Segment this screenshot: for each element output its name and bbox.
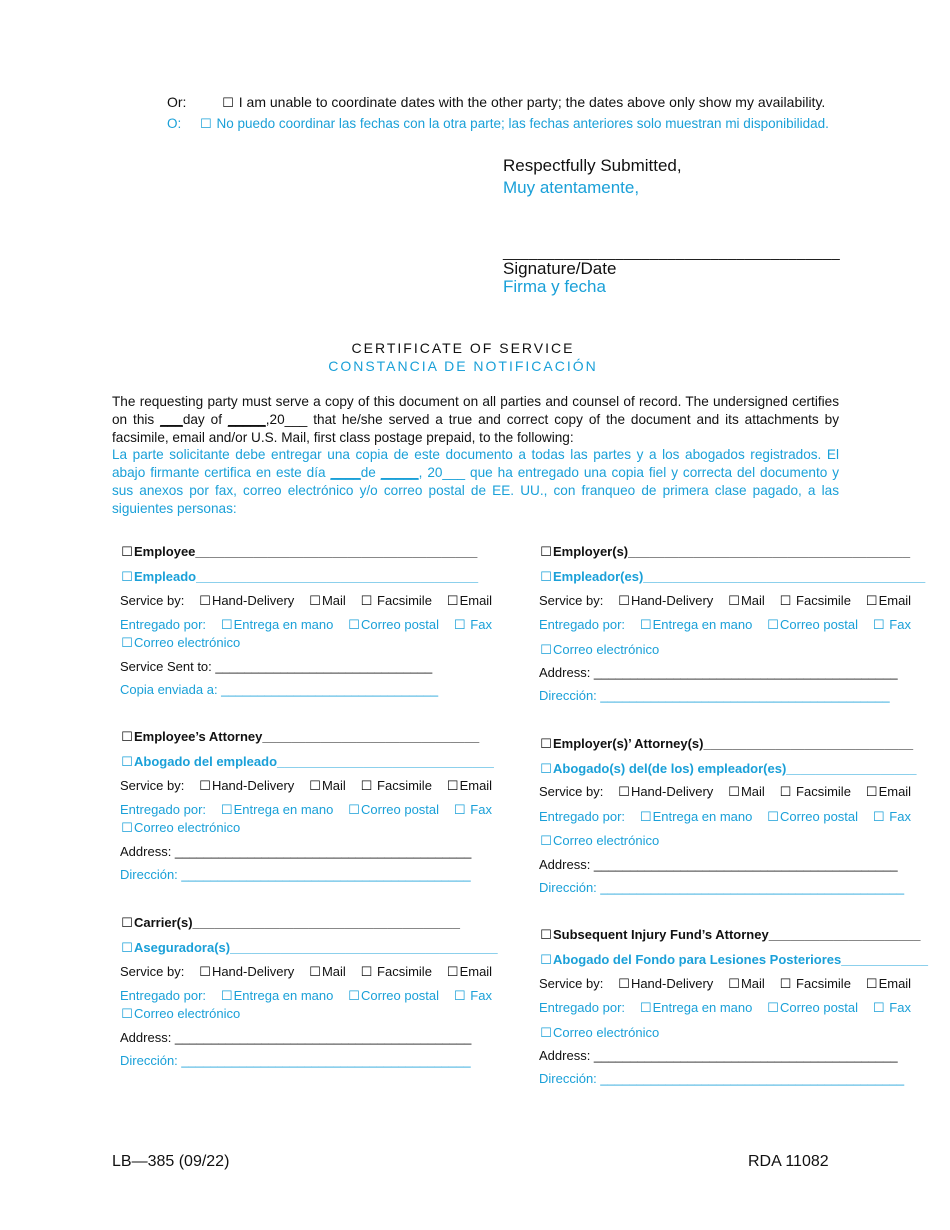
aseguradora-title[interactable]: ☐Aseguradora(s)_____________________________________ xyxy=(121,940,498,955)
empleado-title[interactable]: ☐Empleado_______________________________________ xyxy=(121,569,479,584)
email-checkbox[interactable]: ☐Email xyxy=(865,784,912,799)
respectfully-submitted: Respectfully Submitted, xyxy=(503,156,682,175)
fax-checkbox[interactable]: ☐ Fax xyxy=(453,802,492,817)
dia-blank[interactable]: ____ xyxy=(330,465,361,480)
email-checkbox[interactable]: ☐Email xyxy=(446,593,493,608)
sif-attorney-address-field[interactable]: Address: __________________________________________ xyxy=(539,1048,898,1063)
mail-checkbox[interactable]: ☐Mail xyxy=(728,593,765,608)
entregado-por-row: Entregado por: ☐Entrega en mano ☐Correo postal ☐ Fax xyxy=(539,809,911,824)
employer-address-field-es[interactable]: Dirección: ________________________________________ xyxy=(539,688,890,703)
month-blank[interactable]: _____ xyxy=(227,412,266,427)
employer-attorney-title[interactable]: ☐Employer(s)’ Attorney(s)_____________________________ xyxy=(540,736,914,751)
checkbox-icon[interactable]: ☐ xyxy=(222,95,234,110)
hand-delivery-checkbox[interactable]: ☐Hand-Delivery xyxy=(618,976,714,991)
entrega-mano-checkbox[interactable]: ☐Entrega en mano xyxy=(220,617,334,632)
or-label: Or: xyxy=(167,94,187,110)
entregado-por-row: Entregado por: ☐Entrega en mano ☐Correo postal ☐ Fax xyxy=(120,617,492,632)
certificate-paragraph-en: The requesting party must serve a copy of this document on all parties and counsel of record. The undersigned certifies on this ___day of _____,20___ that he/she served a true and correct copy of the document and its attachments by facsimile, email and/or U.S. Mail, first class postage prepaid, to the following: xyxy=(112,394,839,445)
or-option-text: I am unable to coordinate dates with the other party; the dates above only show my availability. xyxy=(238,94,826,110)
facsimile-checkbox[interactable]: ☐ Facsimile xyxy=(360,778,432,793)
correo-postal-checkbox[interactable]: ☐Correo postal xyxy=(767,617,859,632)
sif-attorney-address-field-es[interactable]: Dirección: __________________________________________ xyxy=(539,1071,905,1086)
fax-checkbox[interactable]: ☐ Fax xyxy=(872,1000,911,1015)
or-option-text-es: No puedo coordinar las fechas con la otra parte; las fechas anteriores solo muestran mi disponibilidad. xyxy=(216,116,829,131)
employer-attorney-address-field[interactable]: Address: __________________________________________ xyxy=(539,857,898,872)
mail-checkbox[interactable]: ☐Mail xyxy=(309,593,346,608)
employee-address-field[interactable]: Service Sent to: ______________________________ xyxy=(120,659,433,674)
service-by-row: Service by: ☐Hand-Delivery ☐Mail ☐ Facsimile ☐Email xyxy=(120,964,493,979)
fax-checkbox[interactable]: ☐ Fax xyxy=(872,809,911,824)
mail-checkbox[interactable]: ☐Mail xyxy=(309,778,346,793)
facsimile-checkbox[interactable]: ☐ Facsimile xyxy=(779,784,851,799)
employee-address-field-es[interactable]: Copia enviada a: ______________________________ xyxy=(120,682,439,697)
service-by-row: Service by: ☐Hand-Delivery ☐Mail ☐ Facsimile ☐Email xyxy=(120,778,493,793)
correo-electronico-checkbox[interactable]: ☐Correo electrónico xyxy=(540,1025,660,1040)
carrier-address-field-es[interactable]: Dirección: ________________________________________ xyxy=(120,1053,471,1068)
employer-title[interactable]: ☐Employer(s)_______________________________________ xyxy=(540,544,911,559)
correo-postal-checkbox[interactable]: ☐Correo postal xyxy=(348,988,440,1003)
service-by-row: Service by: ☐Hand-Delivery ☐Mail ☐ Facsimile ☐Email xyxy=(539,593,912,608)
correo-postal-checkbox[interactable]: ☐Correo postal xyxy=(767,1000,859,1015)
empleador-title[interactable]: ☐Empleador(es)_______________________________________ xyxy=(540,569,926,584)
employee-title[interactable]: ☐Employee_______________________________________ xyxy=(121,544,478,559)
fax-checkbox[interactable]: ☐ Fax xyxy=(872,617,911,632)
correo-postal-checkbox[interactable]: ☐Correo postal xyxy=(767,809,859,824)
entrega-mano-checkbox[interactable]: ☐Entrega en mano xyxy=(639,809,753,824)
service-by-row: Service by: ☐Hand-Delivery ☐Mail ☐ Facsimile ☐Email xyxy=(120,593,493,608)
entregado-por-row: Entregado por: ☐Entrega en mano ☐Correo postal ☐ Fax xyxy=(539,1000,911,1015)
facsimile-checkbox[interactable]: ☐ Facsimile xyxy=(360,964,432,979)
signature-date-label: Signature/Date xyxy=(503,259,617,278)
hand-delivery-checkbox[interactable]: ☐Hand-Delivery xyxy=(618,593,714,608)
or-option-es xyxy=(167,116,839,132)
employee-attorney-address-field-es[interactable]: Dirección: ________________________________________ xyxy=(120,867,471,882)
certificate-title-es: CONSTANCIA DE NOTIFICACIÓN xyxy=(328,358,598,374)
email-checkbox[interactable]: ☐Email xyxy=(446,778,493,793)
day-blank[interactable]: ___ xyxy=(160,412,183,427)
checkbox-icon[interactable]: ☐ xyxy=(199,116,212,131)
form-id: LB—385 (09/22) xyxy=(112,1153,230,1170)
correo-postal-checkbox[interactable]: ☐Correo postal xyxy=(348,617,440,632)
abogado-empleado-title[interactable]: ☐Abogado del empleado______________________________ xyxy=(121,754,494,769)
service-by-row: Service by: ☐Hand-Delivery ☐Mail ☐ Facsimile ☐Email xyxy=(539,976,912,991)
carrier-title[interactable]: ☐Carrier(s)_____________________________________ xyxy=(121,915,461,930)
abogado-fondo-title[interactable]: ☐Abogado del Fondo para Lesiones Posteriores____________ xyxy=(540,952,928,967)
certificate-title: CERTIFICATE OF SERVICE xyxy=(351,340,575,356)
hand-delivery-checkbox[interactable]: ☐Hand-Delivery xyxy=(618,784,714,799)
facsimile-checkbox[interactable]: ☐ Facsimile xyxy=(360,593,432,608)
entregado-por-row: Entregado por: ☐Entrega en mano ☐Correo postal ☐ Fax xyxy=(120,988,492,1003)
facsimile-checkbox[interactable]: ☐ Facsimile xyxy=(779,593,851,608)
carrier-address-field[interactable]: Address: _________________________________________ xyxy=(120,1030,472,1045)
hand-delivery-checkbox[interactable]: ☐Hand-Delivery xyxy=(199,778,295,793)
email-checkbox[interactable]: ☐Email xyxy=(446,964,493,979)
employer-address-field[interactable]: Address: __________________________________________ xyxy=(539,665,898,680)
facsimile-checkbox[interactable]: ☐ Facsimile xyxy=(779,976,851,991)
rda-number: RDA 11082 xyxy=(748,1153,829,1170)
signature-line[interactable]: _______________________________________ xyxy=(503,244,841,261)
mes-blank[interactable]: _____ xyxy=(380,465,419,480)
entrega-mano-checkbox[interactable]: ☐Entrega en mano xyxy=(220,802,334,817)
email-checkbox[interactable]: ☐Email xyxy=(865,593,912,608)
correo-postal-checkbox[interactable]: ☐Correo postal xyxy=(348,802,440,817)
entrega-mano-checkbox[interactable]: ☐Entrega en mano xyxy=(639,1000,753,1015)
or-label-es: O: xyxy=(167,116,182,131)
or-option-en xyxy=(167,94,839,111)
muy-atentamente: Muy atentamente, xyxy=(503,178,640,197)
correo-electronico-checkbox[interactable]: ☐Correo electrónico xyxy=(121,820,241,835)
entregado-por-row: Entregado por: ☐Entrega en mano ☐Correo postal ☐ Fax xyxy=(539,617,911,632)
email-checkbox[interactable]: ☐Email xyxy=(865,976,912,991)
certificate-paragraph-es: La parte solicitante debe entregar una copia de este documento a todas las partes y a los abogados registrados. El abajo firmante certifica en este día ____de _____, 20___ que ha entregado una copia fiel y correcta del documento y sus anexos por fax, correo electrónico y/o correo postal de EE. UU., con franqueo de primera clase pagado, a las siguientes personas: xyxy=(112,447,840,516)
mail-checkbox[interactable]: ☐Mail xyxy=(309,964,346,979)
firma-fecha-label: Firma y fecha xyxy=(503,277,606,296)
fax-checkbox[interactable]: ☐ Fax xyxy=(453,988,492,1003)
employee-attorney-address-field[interactable]: Address: _________________________________________ xyxy=(120,844,472,859)
hand-delivery-checkbox[interactable]: ☐Hand-Delivery xyxy=(199,593,295,608)
abogado-empleador-title[interactable]: ☐Abogado(s) del(de los) empleador(es)__________________ xyxy=(540,761,917,776)
sif-attorney-title[interactable]: ☐Subsequent Injury Fund’s Attorney_____________________ xyxy=(540,927,921,942)
correo-electronico-checkbox[interactable]: ☐Correo electrónico xyxy=(540,833,660,848)
service-by-row: Service by: ☐Hand-Delivery ☐Mail ☐ Facsimile ☐Email xyxy=(539,784,912,799)
correo-electronico-checkbox[interactable]: ☐Correo electrónico xyxy=(121,1006,241,1021)
hand-delivery-checkbox[interactable]: ☐Hand-Delivery xyxy=(199,964,295,979)
entrega-mano-checkbox[interactable]: ☐Entrega en mano xyxy=(220,988,334,1003)
mail-checkbox[interactable]: ☐Mail xyxy=(728,784,765,799)
fax-checkbox[interactable]: ☐ Fax xyxy=(453,617,492,632)
correo-electronico-checkbox[interactable]: ☐Correo electrónico xyxy=(540,642,660,657)
mail-checkbox[interactable]: ☐Mail xyxy=(728,976,765,991)
employer-attorney-address-field-es[interactable]: Dirección: __________________________________________ xyxy=(539,880,905,895)
entregado-por-row: Entregado por: ☐Entrega en mano ☐Correo postal ☐ Fax xyxy=(120,802,492,817)
employee-attorney-title[interactable]: ☐Employee’s Attorney______________________________ xyxy=(121,729,480,744)
entrega-mano-checkbox[interactable]: ☐Entrega en mano xyxy=(639,617,753,632)
correo-electronico-checkbox[interactable]: ☐Correo electrónico xyxy=(121,635,241,650)
